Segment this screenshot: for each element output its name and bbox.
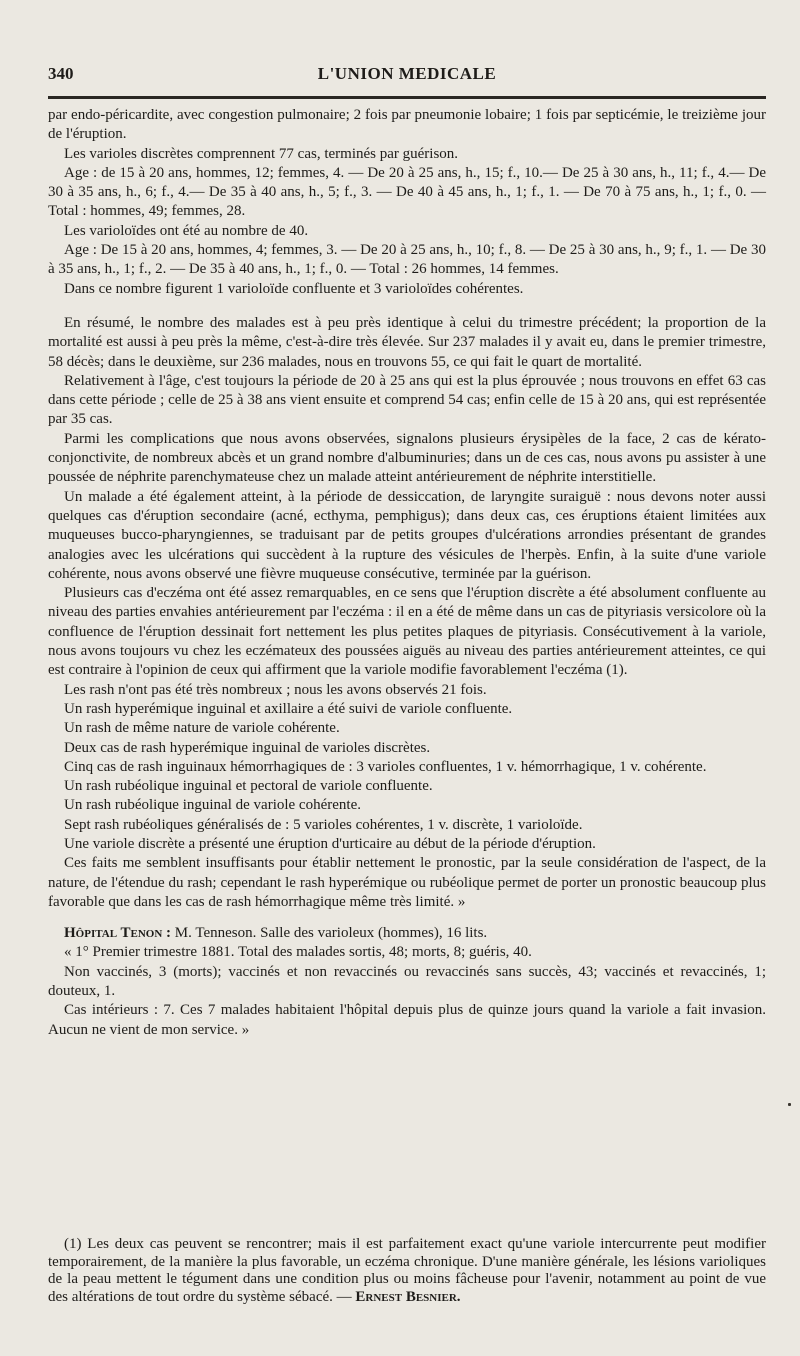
print-speck	[788, 1103, 791, 1106]
paragraph: Un malade a été également atteint, à la période de dessiccation, de laryngite suraiguë : nous devons noter aussi quelques cas d'éruption secondaire (acné, ecthyma, pemphigus); dans deux cas, ces éruptions étaient limitées aux muqueuses bucco-pharyngiennes, se traduisant par de petits groupes d'ulcérations arrondies présentant de grandes analogies avec les ulcérations qui succèdent à la rupture des vésicules de l'herpès. Enfin, à la suite d'une variole cohérente, nous avons observé une fièvre muqueuse consécutive, terminée par la guérison.	[48, 488, 766, 582]
paragraph: En résumé, le nombre des malades est à peu près identique à celui du trimestre précédent; la proportion de la mortalité est aussi à peu près la même, c'est-à-dire très élevée. Sur 237 malades il y avait eu, dans le premier trimestre, 58 décès; dans le deuxième, sur 236 malades, nous en trouvons 55, ce qui fait le quart de mortalité.	[48, 314, 766, 370]
footnote-body: (1) Les deux cas peuvent se rencontrer; mais il est parfaitement exact qu'une variole intercurrente peut modifier temporairement, de la manière la plus favorable, un eczéma chronique. D'une manière générale, les lésions varioliques de la peau mettent le tégument dans une condition plus ou moins fâcheuse pour l'avenir, notamment au point de vue des altérations de tout ordre du système sébacé. —	[48, 1236, 766, 1305]
body-text	[48, 106, 766, 1040]
footnote-author: Ernest Besnier.	[355, 1288, 461, 1305]
footnote-text	[48, 1236, 766, 1306]
paragraph: Un rash de même nature de variole cohérente.	[64, 720, 340, 737]
paragraph: Sept rash rubéoliques généralisés de : 5 varioles cohérentes, 1 v. discrète, 1 varioloïde.	[64, 816, 583, 833]
paragraph: Un rash hyperémique inguinal et axillaire a été suivi de variole confluente.	[64, 700, 513, 717]
paragraph: Un rash rubéolique inguinal et pectoral de variole confluente.	[64, 778, 433, 795]
paragraph: Parmi les complications que nous avons observées, signalons plusieurs érysipèles de la face, 2 cas de kérato-conjonctivite, de nombreux abcès et un grand nombre d'albuminuries; dans un de ces cas, nous avons pu assister à une poussée de néphrite parenchymateuse chez un malade atteint antérieurement de néphrite interstitielle.	[48, 430, 766, 486]
paragraph: Deux cas de rash hyperémique inguinal de varioles discrètes.	[64, 739, 431, 756]
paragraph: Les varioles discrètes comprennent 77 cas, terminés par guérison.	[64, 145, 459, 162]
paragraph: Un rash rubéolique inguinal de variole cohérente.	[64, 797, 361, 814]
hospital-paragraph	[48, 924, 766, 943]
paragraph: Dans ce nombre figurent 1 varioloïde confluente et 3 varioloïdes cohérentes.	[64, 280, 524, 297]
paragraph: Age : de 15 à 20 ans, hommes, 12; femmes, 4. — De 20 à 25 ans, h., 15; f., 10.— De 25 à 30 ans, h., 11; f., 4.— De 30 à 35 ans, h., 6; f., 4.— De 35 à 40 ans, h., 5; f., 3. — De 40 à 45 ans, h., 1; f., 1. — De 70 à 75 ans, h., 1; f., 0. — Total : hommes, 49; femmes, 28.	[48, 164, 766, 220]
paragraph: Non vaccinés, 3 (morts); vaccinés et non revaccinés ou revaccinés sans succès, 43; vaccinés et revaccinés, 1; douteux, 1.	[48, 963, 766, 1000]
page-header	[48, 60, 766, 90]
header-rule	[48, 96, 766, 99]
paragraph: Les varioloïdes ont été au nombre de 40.	[64, 222, 309, 239]
footnote	[48, 1236, 766, 1306]
paragraph: Plusieurs cas d'eczéma ont été assez remarquables, en ce sens que l'éruption discrète a été absolument confluente au niveau des parties envahies antérieurement par l'eczéma : il en a été de même dans un cas de pityriasis versicolore où la confluence de l'éruption dessinait fort nettement les plus petites plaques de pityriasis. Consécutivement à la variole, nous avons toujours vu chez les eczémateux des poussées aiguës au niveau des parties antérieurement atteintes, ce qui est contraire à l'opinion de ceux qui affirment que la variole modifie favorablement l'eczéma (1).	[48, 585, 766, 679]
page-number: 340	[48, 64, 74, 83]
hospital-label: Hôpital Tenon :	[64, 925, 172, 942]
paragraph: Ces faits me semblent insuffisants pour établir nettement le pronostic, par la seule considération de l'aspect, de la nature, de l'étendue du rash; cependant le rash hyperémique ou rubéolique permet de porter un pronostic beaucoup plus favorable que dans les cas de rash hémorrhagique même très limité. »	[48, 855, 766, 910]
paragraph: par endo-péricardite, avec congestion pulmonaire; 2 fois par pneumonie lobaire; 1 fois par septicémie, le treizième jour de l'éruption.	[48, 107, 766, 143]
hospital-text: M. Tenneson. Salle des varioleux (hommes), 16 lits.	[171, 925, 488, 942]
paragraph: « 1° Premier trimestre 1881. Total des malades sortis, 48; morts, 8; guéris, 40.	[64, 944, 532, 961]
paragraph: Cinq cas de rash inguinaux hémorrhagiques de : 3 varioles confluentes, 1 v. hémorrhagique, 1 v. cohérente.	[64, 758, 707, 775]
paragraph: Relativement à l'âge, c'est toujours la période de 20 à 25 ans qui est la plus éprouvée ; nous trouvons en effet 63 cas dans cette période ; celle de 25 à 38 ans vient ensuite et comprend 54 cas; enfin celle de 15 à 20 ans, qui est représentée par 35 cas.	[48, 372, 766, 428]
paragraph: Une variole discrète a présenté une éruption d'urticaire au début de la période d'éruption.	[64, 835, 596, 852]
running-title: L'UNION MEDICALE	[317, 64, 497, 83]
paragraph: Les rash n'ont pas été très nombreux ; nous les avons observés 21 fois.	[64, 681, 487, 698]
paragraph: Age : De 15 à 20 ans, hommes, 4; femmes, 3. — De 20 à 25 ans, h., 10; f., 8. — De 25 à 30 ans, h., 9; f., 1. — De 30 à 35 ans, h., 1; f., 2. — De 35 à 40 ans, h., 1; f., 0. — Total : 26 hommes, 14 femmes.	[48, 242, 766, 278]
paragraph: Cas intérieurs : 7. Ces 7 malades habitaient l'hôpital depuis plus de quinze jours quand la variole a fait invasion. Aucun ne vient de mon service. »	[48, 1002, 766, 1038]
